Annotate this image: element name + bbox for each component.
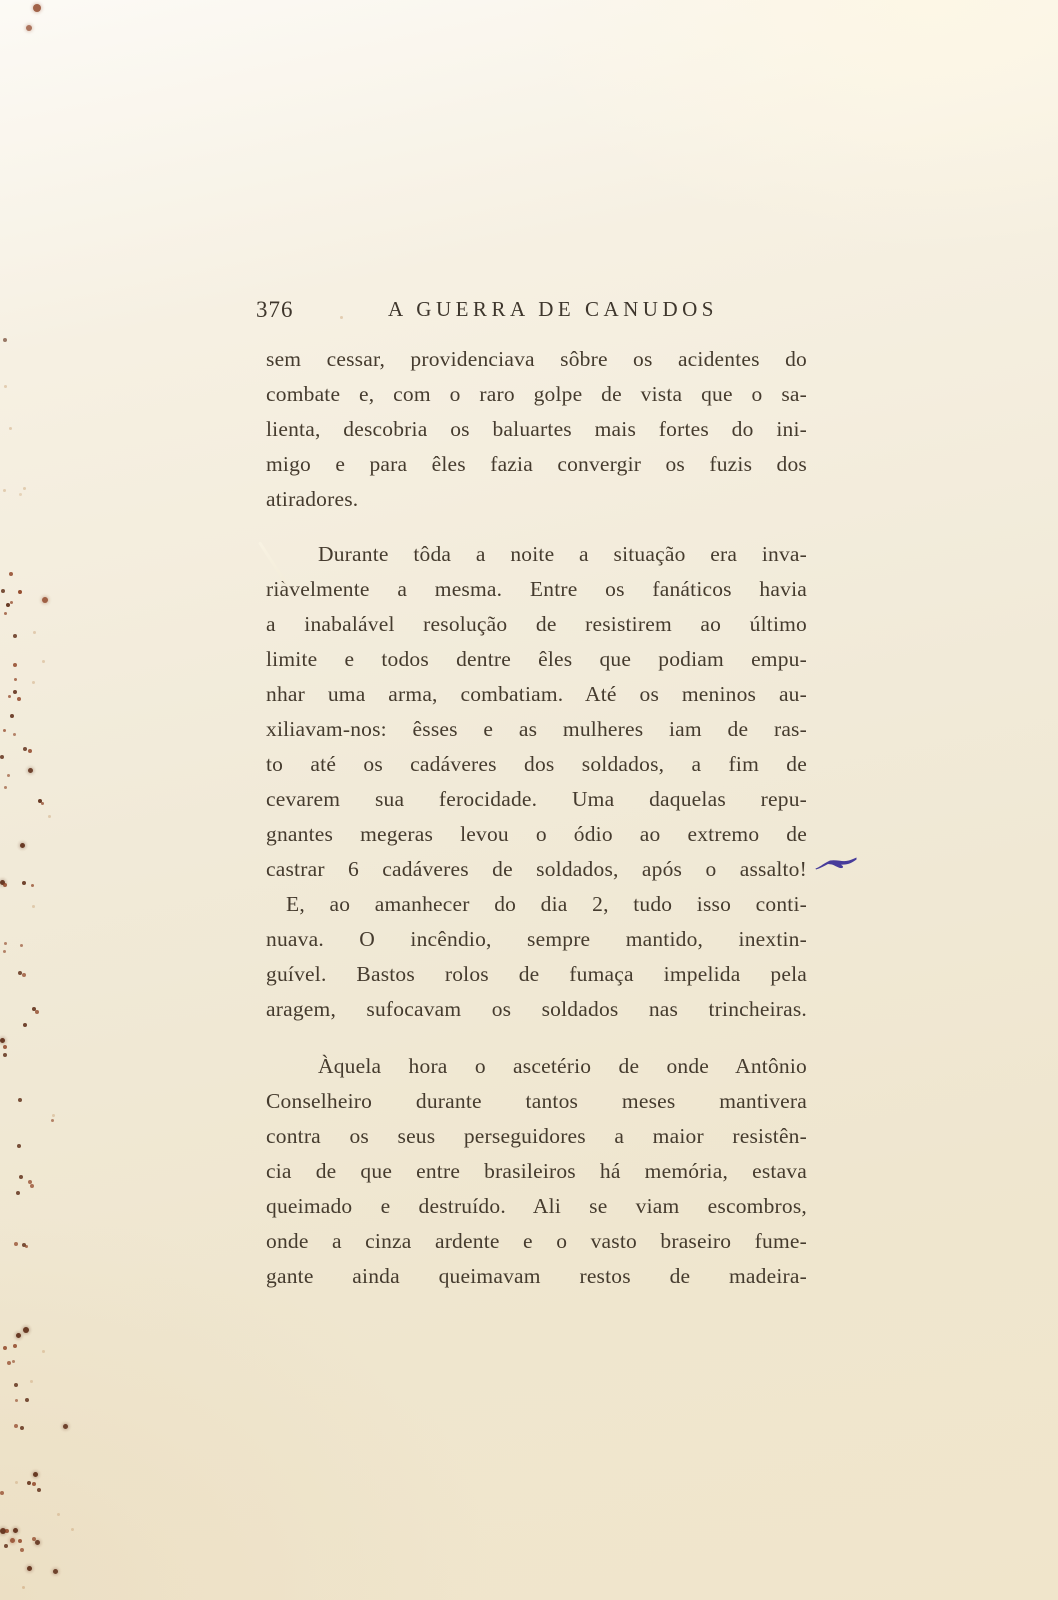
foxing-stain	[3, 883, 7, 887]
body-text	[266, 342, 807, 1294]
foxing-stain	[4, 942, 7, 945]
foxing-stain	[22, 881, 26, 885]
foxing-stain	[14, 1424, 18, 1428]
foxing-stain	[42, 597, 48, 603]
foxing-stain	[37, 1488, 41, 1492]
text-line: Conselheiro durante tantos meses mantivera	[266, 1089, 807, 1113]
foxing-stain	[32, 681, 35, 684]
foxing-stain	[28, 768, 33, 773]
foxing-stain	[20, 1548, 24, 1552]
foxing-stain	[0, 880, 5, 885]
foxing-stain	[3, 1346, 7, 1350]
foxing-stain	[35, 1010, 39, 1014]
page-number: 376	[256, 297, 294, 322]
foxing-stain	[42, 660, 45, 663]
foxing-stain	[28, 749, 32, 753]
foxing-stain	[26, 25, 32, 31]
foxing-stain	[1, 589, 5, 593]
foxing-stain	[20, 1426, 24, 1430]
foxing-stain	[18, 1539, 22, 1543]
text-line: lienta, descobria os baluartes mais fortes do ini-	[266, 417, 807, 441]
foxing-stain	[33, 631, 36, 634]
foxing-stain	[13, 733, 16, 736]
foxing-stain	[4, 612, 7, 615]
text-line: guível. Bastos rolos de fumaça impelida pela	[266, 962, 807, 986]
foxing-stain	[30, 1184, 34, 1188]
foxing-stain	[18, 590, 22, 594]
foxing-stain	[13, 1528, 18, 1533]
foxing-stain	[28, 1180, 32, 1184]
paragraph	[266, 887, 807, 1027]
foxing-stain	[27, 1481, 31, 1485]
text-line: E, ao amanhecer do dia 2, tudo isso conti-	[286, 892, 807, 916]
foxing-stain	[48, 815, 51, 818]
foxing-stain	[13, 634, 17, 638]
foxing-stain	[19, 493, 22, 496]
foxing-stain	[57, 1513, 60, 1516]
foxing-stain	[22, 1243, 26, 1247]
foxing-stain	[3, 338, 7, 342]
foxing-stain	[4, 1544, 8, 1548]
foxing-stain	[25, 1398, 29, 1402]
foxing-stain	[3, 950, 6, 953]
text-line: queimado e destruído. Ali se viam escombros,	[266, 1194, 807, 1218]
foxing-stain	[30, 1380, 33, 1383]
foxing-stain	[22, 1586, 25, 1589]
text-line: combate e, com o raro golpe de vista que o sa-	[266, 382, 807, 406]
foxing-stain	[15, 1481, 18, 1484]
foxing-stain	[51, 1119, 54, 1122]
foxing-stain	[3, 1053, 7, 1057]
paragraph	[266, 537, 807, 887]
foxing-stain	[6, 603, 10, 607]
foxing-stain	[33, 4, 41, 12]
foxing-stain	[13, 690, 17, 694]
text-line: xiliavam-nos: êsses e as mulheres iam de ras-	[266, 717, 807, 741]
foxing-stain	[52, 1114, 55, 1117]
text-line: gante ainda queimavam restos de madeira-	[266, 1264, 807, 1288]
foxing-stain	[13, 663, 17, 667]
foxing-stain	[23, 1327, 29, 1333]
foxing-stain	[32, 905, 35, 908]
paragraph	[266, 342, 807, 517]
foxing-stain	[20, 843, 25, 848]
foxing-stain	[71, 1528, 74, 1531]
foxing-stain	[32, 1482, 36, 1486]
foxing-stain	[16, 1191, 20, 1195]
foxing-stain	[14, 1242, 18, 1246]
foxing-stain	[18, 971, 22, 975]
foxing-stain	[13, 1344, 17, 1348]
foxing-stain	[32, 1537, 36, 1541]
text-line: onde a cinza ardente e o vasto braseiro fume-	[266, 1229, 807, 1253]
text-line: castrar 6 cadáveres de soldados, após o assalto!	[266, 857, 807, 881]
foxing-stain	[41, 802, 44, 805]
foxing-stain	[17, 697, 21, 701]
text-line: contra os seus perseguidores a maior resistên-	[266, 1124, 807, 1148]
foxing-stain	[32, 1007, 36, 1011]
foxing-stain	[14, 678, 17, 681]
foxing-stain	[3, 729, 6, 732]
foxing-stain	[0, 1038, 5, 1043]
foxing-stain	[35, 1540, 40, 1545]
running-title: A GUERRA DE CANUDOS	[388, 297, 718, 321]
text-line: to até os cadáveres dos soldados, a fim de	[266, 752, 807, 776]
foxing-stain	[10, 601, 13, 604]
foxing-stain	[23, 487, 26, 490]
foxing-stain	[20, 944, 23, 947]
foxing-stain	[23, 1023, 27, 1027]
text-line: Àquela hora o ascetério de onde Antônio	[318, 1054, 807, 1078]
foxing-stain	[25, 1245, 28, 1248]
foxing-stain	[7, 1361, 11, 1365]
text-line: nhar uma arma, combatiam. Até os meninos au-	[266, 682, 807, 706]
foxing-stain	[42, 1350, 45, 1353]
pen-mark-annotation	[815, 855, 857, 873]
foxing-stain	[4, 385, 7, 388]
foxing-stain	[7, 774, 10, 777]
foxing-stain	[16, 1333, 21, 1338]
foxing-stain	[31, 884, 34, 887]
text-line: migo e para êles fazia convergir os fuzis dos	[266, 452, 807, 476]
foxing-stain	[15, 1399, 18, 1402]
text-line: cevarem sua ferocidade. Uma daquelas repu-	[266, 787, 807, 811]
foxing-stain	[23, 747, 27, 751]
text-line: sem cessar, providenciava sôbre os acidentes do	[266, 347, 807, 371]
foxing-stain	[38, 799, 42, 803]
foxing-stain	[10, 714, 14, 718]
foxing-stain	[53, 1569, 58, 1574]
foxing-stain	[12, 1360, 15, 1363]
foxing-stain	[5, 1529, 9, 1533]
foxing-stain	[9, 572, 13, 576]
foxing-stain	[3, 1045, 7, 1049]
foxing-stain	[9, 427, 12, 430]
text-line: limite e todos dentre êles que podiam empu-	[266, 647, 807, 671]
text-line: nuava. O incêndio, sempre mantido, inextin-	[266, 927, 807, 951]
text-line: riàvelmente a mesma. Entre os fanáticos havia	[266, 577, 807, 601]
paragraph	[266, 1049, 807, 1294]
text-line: gnantes megeras levou o ódio ao extremo de	[266, 822, 807, 846]
foxing-stain	[10, 1538, 15, 1543]
foxing-stain	[14, 1383, 18, 1387]
foxing-stain	[3, 489, 6, 492]
foxing-stain	[4, 786, 7, 789]
foxing-stain	[18, 1098, 22, 1102]
text-line: Durante tôda a noite a situação era inva-	[318, 542, 807, 566]
text-line: cia de que entre brasileiros há memória, estava	[266, 1159, 807, 1183]
text-line: aragem, sufocavam os soldados nas trincheiras.	[266, 997, 807, 1021]
text-line: atiradores.	[266, 487, 359, 511]
foxing-stain	[33, 1472, 38, 1477]
foxing-stain	[0, 755, 4, 759]
foxing-stain	[0, 1491, 4, 1495]
foxing-stain	[0, 1528, 6, 1534]
foxing-stain	[17, 1144, 21, 1148]
text-line: a inabalável resolução de resistirem ao último	[266, 612, 807, 636]
foxing-stain	[19, 1175, 23, 1179]
foxing-stain	[27, 1566, 32, 1571]
foxing-stain	[22, 973, 26, 977]
foxing-stain	[8, 695, 11, 698]
foxing-stain	[63, 1424, 68, 1429]
